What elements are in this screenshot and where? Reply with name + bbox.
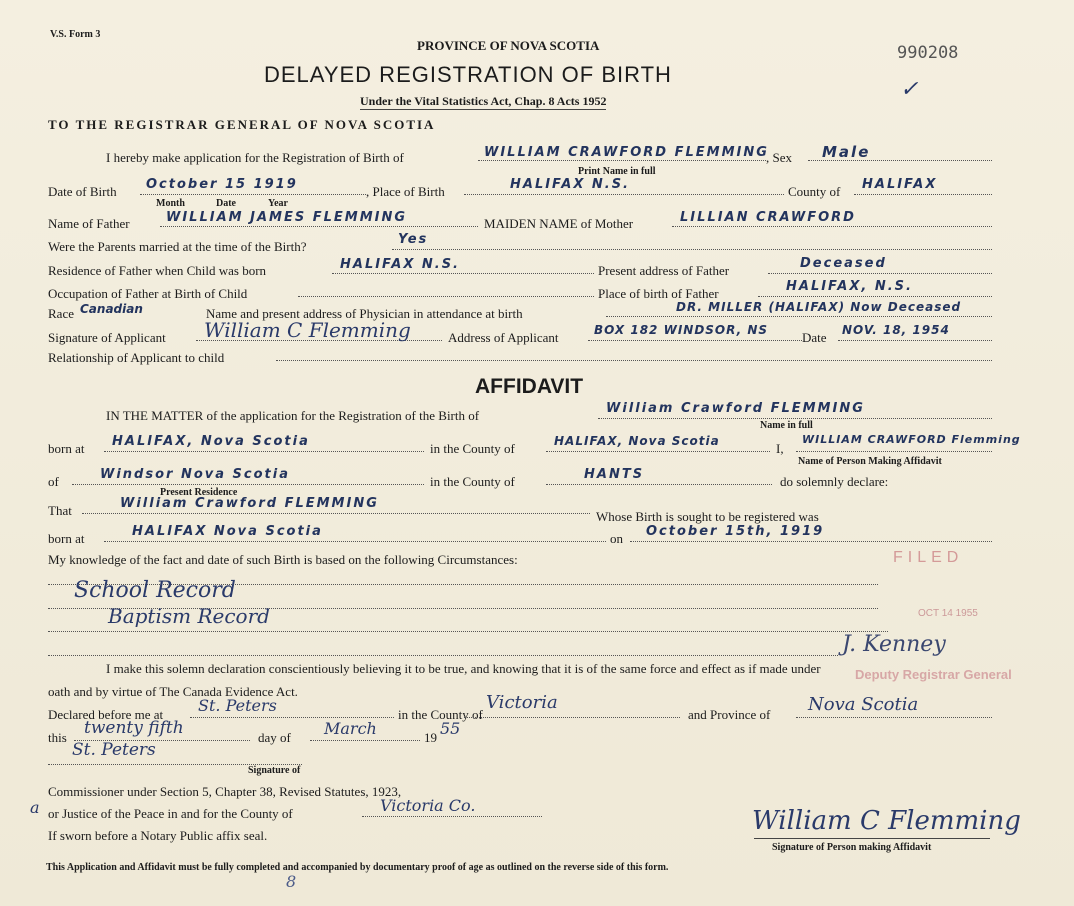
- month-value: March: [324, 719, 377, 738]
- checkmark: ✓: [900, 76, 919, 101]
- sig-person-label: Signature of Person making Affidavit: [772, 842, 932, 853]
- birthplace-father-value: HALIFAX, N.S.: [786, 279, 913, 294]
- addr-applicant-label: Address of Applicant: [448, 330, 559, 345]
- dob-label: Date of Birth: [48, 184, 117, 199]
- declared-label: Declared before me at: [48, 707, 164, 722]
- addr-father-label: Present address of Father: [598, 263, 730, 278]
- of-label: of: [48, 474, 59, 489]
- county-label-2: in the County of: [430, 441, 515, 456]
- county-label-4: in the County of: [398, 707, 483, 722]
- justice-label: or Justice of the Peace in and for the County of: [48, 806, 293, 821]
- circumstance-1: School Record: [74, 578, 236, 603]
- this-day: twenty fifth: [84, 718, 184, 738]
- county-value-3: HANTS: [584, 467, 645, 482]
- married-label: Were the Parents married at the time of the Birth?: [48, 239, 307, 254]
- born-at-value: HALIFAX, Nova Scotia: [112, 434, 310, 449]
- year-hint: Year: [268, 198, 288, 209]
- registrar-stamp: Deputy Registrar General: [855, 667, 1012, 682]
- year-value: 55: [440, 719, 461, 738]
- solemn-text-1: I make this solemn declaration conscientiously believing it to be true, and knowing that it is of the same force and effect as if made under: [106, 661, 821, 676]
- addr-applicant-value: BOX 182 WINDSOR, NS: [594, 323, 769, 337]
- province-label: and Province of: [688, 707, 771, 722]
- county-value: HALIFAX: [862, 177, 938, 192]
- footer-note: This Application and Affidavit must be fully completed and accompanied by documentary proof of age as outlined on the reverse side of this form.: [46, 862, 669, 873]
- declare-label: do solemnly declare:: [780, 474, 889, 489]
- form-number: V.S. Form 3: [50, 29, 101, 40]
- pob-value: HALIFAX N.S.: [510, 177, 630, 192]
- born-at-value-2: HALIFAX Nova Scotia: [132, 524, 323, 539]
- county-label-3: in the County of: [430, 474, 515, 489]
- born-at-label: born at: [48, 441, 85, 456]
- declared-at: St. Peters: [198, 696, 277, 715]
- registrar-signature: J. Kenney: [842, 632, 946, 657]
- circumstance-2: Baptism Record: [108, 604, 270, 628]
- name-hint: Print Name in full: [578, 166, 656, 177]
- that-label: That: [48, 503, 72, 518]
- matter-label: IN THE MATTER of the application for the Registration of the Birth of: [106, 408, 480, 423]
- this-label: this: [48, 730, 67, 745]
- county-label: County of: [788, 184, 841, 199]
- matter-name-hint: Name in full: [760, 420, 813, 431]
- commissioner-text: Commissioner under Section 5, Chapter 38, Revised Statutes, 1923,: [48, 784, 402, 799]
- deponent-hint: Name of Person Making Affidavit: [798, 456, 942, 467]
- mother-label: MAIDEN NAME of Mother: [484, 216, 634, 231]
- affidavit-heading: AFFIDAVIT: [475, 375, 584, 398]
- date-hint: Date: [216, 198, 236, 209]
- on-date: October 15th, 1919: [646, 524, 825, 539]
- year-prefix: 19: [424, 730, 437, 745]
- birthplace-father-label: Place of birth of Father: [598, 286, 719, 301]
- date-label: Date: [802, 330, 827, 345]
- subtitle: Under the Vital Statistics Act, Chap. 8 Acts 1952: [360, 94, 607, 108]
- res-father-label: Residence of Father when Child was born: [48, 263, 267, 278]
- intro-label: I hereby make application for the Registration of Birth of: [106, 150, 404, 165]
- serial-number: 990208: [897, 43, 959, 63]
- province-heading: PROVINCE OF NOVA SCOTIA: [417, 38, 600, 53]
- race-label: Race: [48, 306, 74, 321]
- sig-of-label: Signature of: [248, 765, 301, 776]
- applicant-signature: William C Flemming: [204, 318, 411, 342]
- relationship-label: Relationship of Applicant to child: [48, 350, 225, 365]
- month-hint: Month: [156, 198, 185, 209]
- physician-value: DR. MILLER (HALIFAX) Now Deceased: [676, 300, 962, 314]
- deponent-signature: William C Flemming: [752, 806, 1021, 836]
- county-value-2: HALIFAX, Nova Scotia: [554, 434, 720, 448]
- race-value: Canadian: [80, 302, 143, 316]
- residence-hint: Present Residence: [160, 487, 238, 498]
- residence-value: Windsor Nova Scotia: [100, 467, 290, 482]
- whose-label: Whose Birth is sought to be registered was: [596, 509, 819, 524]
- filed-stamp: FILED: [893, 549, 964, 566]
- mother-value: LILLIAN CRAWFORD: [680, 210, 856, 225]
- res-father-value: HALIFAX N.S.: [340, 257, 460, 272]
- justice-county: Victoria Co.: [380, 796, 476, 815]
- sex-label: , Sex: [766, 150, 792, 165]
- on-label: on: [610, 531, 623, 546]
- filed-date-stamp: OCT 14 1955: [918, 608, 978, 619]
- dob-value: October 15 1919: [146, 177, 298, 192]
- sig-applicant-label: Signature of Applicant: [48, 330, 166, 345]
- addr-father-value: Deceased: [800, 256, 887, 271]
- county-value-4: Victoria: [486, 692, 558, 713]
- day-of-label: day of: [258, 730, 291, 745]
- matter-name: William Crawford FLEMMING: [606, 401, 865, 416]
- notary-text: If sworn before a Notary Public affix seal.: [48, 828, 268, 843]
- father-value: WILLIAM JAMES FLEMMING: [166, 210, 408, 225]
- father-label: Name of Father: [48, 216, 130, 231]
- province-value: Nova Scotia: [808, 694, 919, 715]
- pob-label: , Place of Birth: [366, 184, 445, 199]
- occ-father-label: Occupation of Father at Birth of Child: [48, 286, 248, 301]
- commissioner-signature: St. Peters: [72, 740, 156, 760]
- addressee: TO THE REGISTRAR GENERAL OF NOVA SCOTIA: [48, 117, 436, 132]
- child-name: WILLIAM CRAWFORD FLEMMING: [484, 145, 769, 160]
- physician-label: Name and present address of Physician in attendance at birth: [206, 306, 523, 321]
- i-label: I,: [776, 441, 784, 456]
- knowledge-label: My knowledge of the fact and date of such Birth is based on the following Circumstances:: [48, 552, 518, 567]
- solemn-text-2: oath and by virtue of The Canada Evidence Act.: [48, 684, 298, 699]
- birth-registration-form: V.S. Form 3 PROVINCE OF NOVA SCOTIA 990208 ✓ DELAYED REGISTRATION OF BIRTH Under the Vital Statistics Act, Chap. 8 Acts 1952 TO THE REGISTRAR GENERAL OF NOVA SCOTIA I hereby make application for the Registration of Birth of WILLIAM CRAWFORD FLEMMING , Sex Male Print Name in full Date of Birth October 15 1919 , Place of Birth HALIFAX N.S. County of HALIFAX Month Date Year Name of Father WILLIAM JAMES FLEMMING MAIDEN NAME of Mother LILLIAN CRAWFORD Were the Parents married at the time of the Birth? Yes Residence of Father when Child was born HALIFAX N.S. Present address of Father Deceased Occupation of Father at Birth of Child Place of birth of Father HALIFAX, N.S. Race Canadian Name and present address of Physician in attendance at birth DR. MILLER (HALIFAX) Now Deceased Signature of Applicant William C Flemming Address of Applicant BOX 182 WINDSOR, NS Date NOV. 18, 1954 Relationship of Applicant to child AFFIDAVIT IN THE MATTER of the application for the Registration of the Birth of William Crawford FLEMMING Name in full born at HALIFAX, Nova Scotia in the County of HALIFAX, Nova Scotia I, WILLIAM CRAWFORD Flemming Name of Person Making Affidavit of Windsor Nova Scotia in the County of HANTS do solemnly declare: Present Residence That William Crawford FLEMMING Whose Birth is sought to be registered was born at HALIFAX Nova Scotia on October 15th, 1919 My knowledge of the fact and date of such Birth is based on the following Circumstances: School Record Baptism Record I make this solemn declaration conscientiously believing it to be true, and knowing that it is of the same force and effect as if made under oath and by virtue of The Canada Evidence Act. Declared before me at St. Peters in the County of Victoria and Province of Nova Scotia this twenty fifth day of March 19 55 St. Peters Signature of Commissioner under Section 5, Chapter 38, Revised Statutes, 1923, a or Justice of the Peace in and for the County of Victoria Co. If sworn before a Notary Public affix seal. William C Flemming Signature of Person making Affidavit FILED OCT 14 1955 Deputy Registrar General J. Kenney This Application and Affidavit must be fully completed and accompanied by documentary proof of age as outlined on the reverse side of this form. 8: [0, 0, 1074, 906]
- born-at-label-2: born at: [48, 531, 85, 546]
- deponent-name: WILLIAM CRAWFORD Flemming: [802, 433, 1021, 446]
- married-value: Yes: [398, 232, 429, 247]
- page-title: DELAYED REGISTRATION OF BIRTH: [264, 62, 672, 87]
- date-value: NOV. 18, 1954: [842, 323, 950, 337]
- that-name: William Crawford FLEMMING: [120, 496, 379, 511]
- sex-value: Male: [822, 143, 871, 161]
